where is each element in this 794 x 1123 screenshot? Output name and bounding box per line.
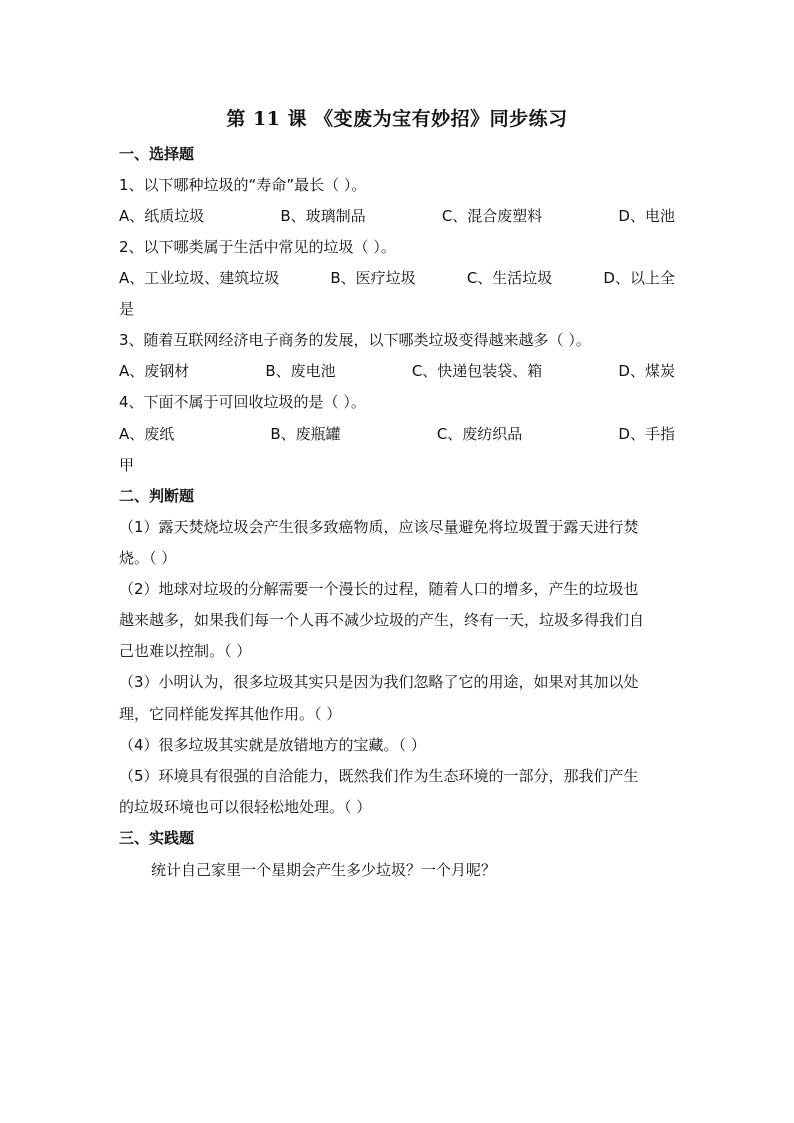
option-c: C、混合废塑料 [441, 207, 543, 225]
option-d: D、以上全 [603, 269, 675, 287]
option-d: D、手指 [618, 425, 675, 443]
section-heading-choice: 一、选择题 [119, 145, 195, 163]
judgement-line: 越来越多，如果我们每一个人再不减少垃圾的产生，终有一天，垃圾多得我们自 [119, 611, 645, 629]
option-d: D、煤炭 [618, 362, 675, 380]
option-a: A、工业垃圾、建筑垃圾 [119, 269, 280, 287]
section-heading-judgement: 二、判断题 [119, 487, 195, 505]
judgement-line: 的垃圾环境也可以很轻松地处理。（ ） [119, 798, 372, 816]
option-d: D、电池 [618, 207, 675, 225]
judgement-line: （2）地球对垃圾的分解需要一个漫长的过程，随着人口的增多，产生的垃圾也 [119, 580, 639, 598]
option-b: B、废电池 [265, 362, 336, 380]
option-b: B、玻璃制品 [280, 207, 366, 225]
practice-question: 统计自己家里一个星期会产生多少垃圾？一个月呢？ [151, 861, 497, 879]
option-b: B、医疗垃圾 [330, 269, 416, 287]
question-2-options [119, 263, 675, 294]
judgement-line: （5）环境具有很强的自洽能力，既然我们作为生态环境的一部分，那我们产生 [119, 767, 639, 785]
judgement-line: （3）小明认为，很多垃圾其实只是因为我们忽略了它的用途，如果对其加以处 [119, 673, 639, 691]
judgement-line: 己也难以控制。（ ） [119, 642, 252, 660]
question-3-options [119, 356, 675, 387]
question-1-stem: 1、以下哪种垃圾的“寿命”最长（ ）。 [119, 176, 367, 194]
judgement-line: （4）很多垃圾其实就是放错地方的宝藏。（ ） [119, 736, 426, 754]
question-4-option-wrap: 甲 [119, 456, 135, 474]
option-b: B、废瓶罐 [270, 425, 341, 443]
section-heading-practice: 三、实践题 [119, 829, 195, 847]
option-c: C、生活垃圾 [466, 269, 553, 287]
option-a: A、纸质垃圾 [119, 207, 205, 225]
judgement-line: 理，它同样能发挥其他作用。（ ） [119, 705, 342, 723]
question-3-stem: 3、随着互联网经济电子商务的发展，以下哪类垃圾变得越来越多（ ）。 [119, 331, 591, 349]
page-title: 第 11 课 《变废为宝有妙招》同步练习 [226, 108, 568, 130]
judgement-line: （1）露天焚烧垃圾会产生很多致癌物质，应该尽量避免将垃圾置于露天进行焚 [119, 518, 639, 536]
question-1-options [119, 201, 675, 232]
option-c: C、废纺织品 [436, 425, 523, 443]
option-a: A、废纸 [119, 425, 175, 443]
question-2-stem: 2、以下哪类属于生活中常见的垃圾（ ）。 [119, 238, 396, 256]
option-a: A、废钢材 [119, 362, 190, 380]
judgement-line: 烧。（ ） [119, 549, 177, 567]
question-2-option-wrap: 是 [119, 300, 135, 318]
question-4-options [119, 419, 675, 450]
option-c: C、快递包装袋、箱 [411, 362, 543, 380]
question-4-stem: 4、下面不属于可回收垃圾的是（ ）。 [119, 393, 366, 411]
